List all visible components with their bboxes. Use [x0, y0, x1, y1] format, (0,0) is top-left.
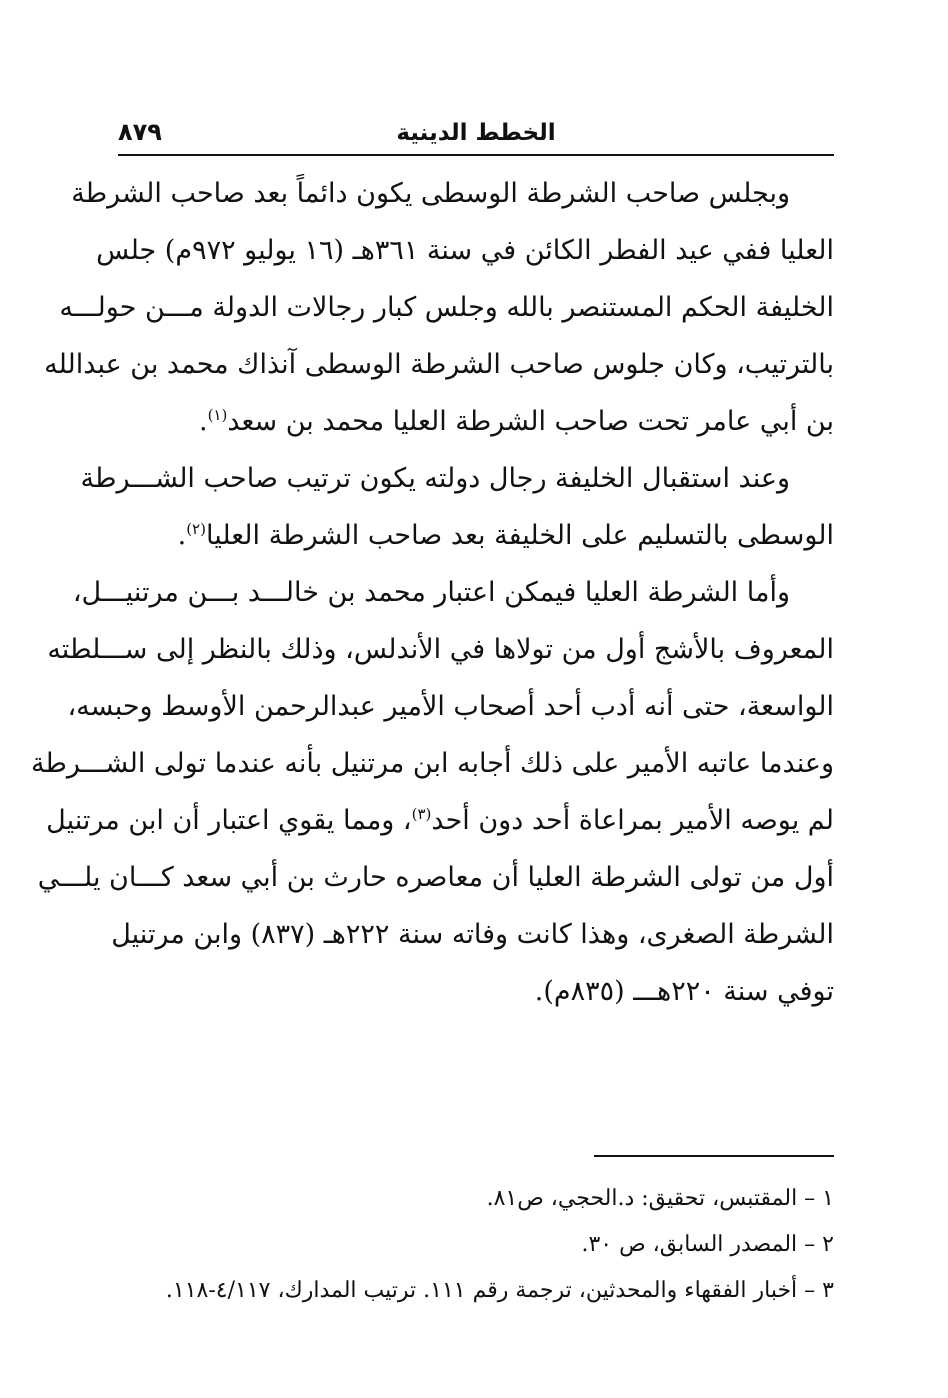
text-line: وعندما عاتبه الأمير على ذلك أجابه ابن مرتنيل بأنه عندما تولى الشـــرطة	[30, 748, 834, 779]
line-end: .	[177, 520, 187, 551]
line-text: ، ومما يقوي اعتبار أن ابن مرتنيل	[46, 805, 412, 836]
text-line: الخليفة الحكم المستنصر بالله وجلس كبار رجالات الدولة مـــن حولـــه	[59, 292, 834, 323]
text-line: أول من تولى الشرطة العليا أن معاصره حارث بن أبي سعد كـــان يلـــي	[37, 862, 834, 893]
line-text: لم يوصه الأمير بمراعاة أحد دون أحد	[431, 805, 834, 836]
footnote-separator	[594, 1155, 834, 1157]
page-header	[118, 118, 834, 156]
text-line	[118, 393, 834, 450]
text-line: العليا ففي عيد الفطر الكائن في سنة ٣٦١هـ (١٦ يوليو ٩٧٢م) جلس	[96, 235, 834, 266]
text-line: الواسعة، حتى أنه أدب أحد أصحاب الأمير عبدالرحمن الأوسط وحبسه،	[67, 691, 834, 722]
footnote: ٣ – أخبار الفقهاء والمحدثين، ترجمة رقم ١١١. ترتيب المدارك، ٤/١١٧-١١٨.	[165, 1278, 834, 1303]
page-number: ٨٧٩	[118, 118, 162, 146]
text-line: بالترتيب، وكان جلوس صاحب الشرطة الوسطى آنذاك محمد بن عبدالله	[44, 349, 834, 380]
text-line	[46, 792, 834, 849]
text-line: المعروف بالأشج أول من تولاها في الأندلس، وذلك بالنظر إلى ســـلطته	[47, 634, 834, 665]
main-text	[30, 165, 834, 1020]
text-line	[118, 507, 834, 564]
text-line: الشرطة الصغرى، وهذا كانت وفاته سنة ٢٢٢هـ (٨٣٧) وابن مرتنيل	[111, 919, 834, 950]
footnotes	[118, 1176, 834, 1314]
text-line: وأما الشرطة العليا فيمكن اعتبار محمد بن خالـــد بـــن مرتنيـــل،	[72, 577, 790, 608]
text-line: توفي سنة ٢٢٠هـــ (٨٣٥م).	[534, 976, 834, 1007]
text-line: وبجلس صاحب الشرطة الوسطى يكون دائماً بعد صاحب الشرطة	[71, 178, 790, 209]
footnote: ١ – المقتبس، تحقيق: د.الحجي، ص٨١.	[486, 1186, 834, 1211]
line-text: الوسطى بالتسليم على الخليفة بعد صاحب الشرطة العليا	[205, 520, 834, 551]
line-text: بن أبي عامر تحت صاحب الشرطة العليا محمد بن سعد	[227, 406, 834, 437]
footnote-ref[interactable]: (٣)	[411, 805, 432, 823]
footnote-ref[interactable]: (٢)	[186, 520, 206, 538]
footnote: ٢ – المصدر السابق، ص ٣٠.	[581, 1232, 834, 1257]
text-line: وعند استقبال الخليفة رجال دولته يكون ترتيب صاحب الشـــرطة	[80, 463, 790, 494]
running-title: الخطط الدينية	[396, 120, 556, 146]
footnote-ref[interactable]: (١)	[207, 406, 228, 424]
line-end: .	[198, 406, 208, 437]
